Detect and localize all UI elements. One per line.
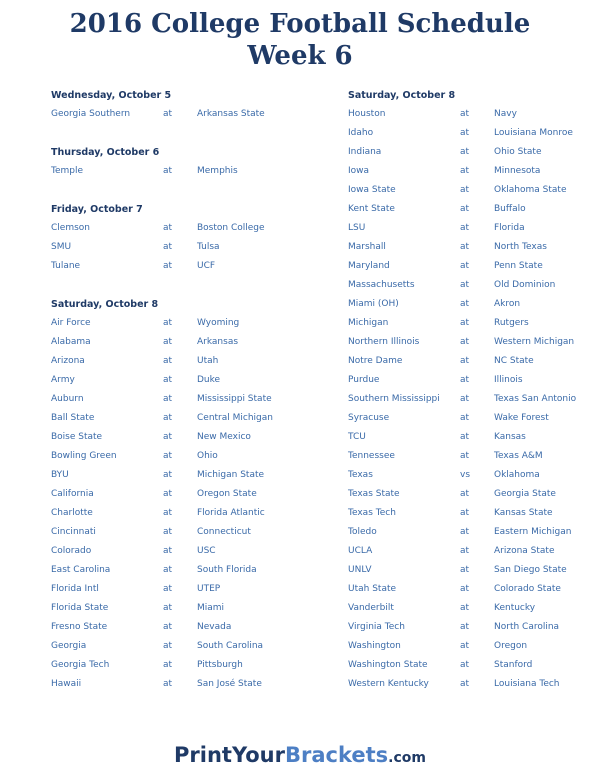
home-team: New Mexico: [197, 432, 251, 442]
game-row: [348, 219, 600, 238]
away-team: Iowa: [348, 166, 370, 176]
away-team: Texas: [348, 470, 373, 480]
game-row: [348, 257, 600, 276]
schedule-column-right: [348, 86, 600, 694]
away-team: Temple: [51, 166, 84, 176]
away-team: Auburn: [51, 394, 84, 404]
matchup-separator: at: [460, 546, 470, 556]
home-team: Louisiana Tech: [494, 679, 560, 689]
home-team: Memphis: [197, 166, 238, 176]
matchup-separator: at: [460, 432, 470, 442]
game-row: [348, 599, 600, 618]
away-team: Washington: [348, 641, 401, 651]
home-team: Wake Forest: [494, 413, 549, 423]
home-team: Kansas State: [494, 508, 553, 518]
home-team: Michigan State: [197, 470, 265, 480]
away-team: Florida Intl: [51, 584, 99, 594]
away-team: Kent State: [348, 204, 395, 214]
game-row: [348, 485, 600, 504]
away-team: Florida State: [51, 603, 109, 613]
section-spacer: [51, 124, 311, 143]
game-row: [51, 580, 311, 599]
matchup-separator: at: [460, 261, 470, 271]
away-team: Charlotte: [51, 508, 93, 518]
game-row: [348, 409, 600, 428]
matchup-separator: at: [460, 299, 470, 309]
schedule-column-left: [51, 86, 311, 694]
home-team: Connecticut: [197, 527, 251, 537]
game-row: [51, 333, 311, 352]
matchup-separator: at: [460, 451, 470, 461]
section-spacer: [51, 181, 311, 200]
matchup-separator: at: [460, 660, 470, 670]
away-team: East Carolina: [51, 565, 111, 575]
matchup-separator: at: [163, 489, 173, 499]
home-team: Minnesota: [494, 166, 541, 176]
matchup-separator: at: [163, 337, 173, 347]
logo-text-brackets: Brackets: [284, 743, 389, 767]
matchup-separator: at: [163, 679, 173, 689]
matchup-separator: at: [460, 204, 470, 214]
matchup-separator: at: [460, 603, 470, 613]
away-team: Georgia Southern: [51, 109, 131, 119]
away-team: Indiana: [348, 147, 382, 157]
matchup-separator: at: [163, 622, 173, 632]
home-team: Louisiana Monroe: [494, 128, 573, 138]
day-header: Saturday, October 8: [51, 299, 159, 310]
away-team: Michigan: [348, 318, 389, 328]
game-row: [51, 504, 311, 523]
away-team: Tulane: [51, 261, 81, 271]
away-team: Bowling Green: [51, 451, 117, 461]
game-row: [348, 447, 600, 466]
home-team: North Carolina: [494, 622, 560, 632]
home-team: Utah: [197, 356, 219, 366]
matchup-separator: at: [460, 565, 470, 575]
away-team: LSU: [348, 223, 366, 233]
day-header: Saturday, October 8: [348, 90, 456, 101]
matchup-separator: at: [460, 394, 470, 404]
away-team: Tennessee: [348, 451, 395, 461]
home-team: Central Michigan: [197, 413, 273, 423]
day-header: Wednesday, October 5: [51, 90, 172, 101]
game-row: [348, 333, 600, 352]
matchup-separator: at: [460, 223, 470, 233]
home-team: Georgia State: [494, 489, 556, 499]
away-team: Cincinnati: [51, 527, 96, 537]
home-team: Kansas: [494, 432, 526, 442]
game-row: [348, 143, 600, 162]
home-team: South Carolina: [197, 641, 264, 651]
matchup-separator: at: [460, 356, 470, 366]
away-team: Georgia: [51, 641, 87, 651]
game-row: [51, 352, 311, 371]
game-row: [51, 466, 311, 485]
matchup-separator: at: [460, 375, 470, 385]
game-row: [51, 409, 311, 428]
game-row: [348, 466, 600, 485]
away-team: Colorado: [51, 546, 92, 556]
game-row: [51, 599, 311, 618]
home-team: Tulsa: [197, 242, 220, 252]
matchup-separator: at: [460, 622, 470, 632]
away-team: Marshall: [348, 242, 386, 252]
home-team: Colorado State: [494, 584, 561, 594]
away-team: Western Kentucky: [348, 679, 429, 689]
away-team: Purdue: [348, 375, 380, 385]
home-team: Buffalo: [494, 204, 526, 214]
game-row: [348, 656, 600, 675]
game-row: [348, 352, 600, 371]
logo-text-print-your: PrintYour: [174, 743, 285, 767]
matchup-separator: at: [163, 584, 173, 594]
game-row: [51, 656, 311, 675]
away-team: TCU: [348, 432, 366, 442]
matchup-separator: at: [460, 489, 470, 499]
matchup-separator: at: [163, 375, 173, 385]
matchup-separator: at: [163, 109, 173, 119]
matchup-separator: at: [460, 679, 470, 689]
away-team: Toledo: [348, 527, 377, 537]
game-row: [348, 390, 600, 409]
home-team: Pittsburgh: [197, 660, 243, 670]
matchup-separator: at: [163, 166, 173, 176]
away-team: Miami (OH): [348, 299, 399, 309]
matchup-separator: at: [163, 527, 173, 537]
matchup-separator: at: [460, 337, 470, 347]
game-row: [51, 485, 311, 504]
matchup-separator: at: [163, 413, 173, 423]
away-team: UNLV: [348, 565, 372, 575]
away-team: Arizona: [51, 356, 85, 366]
home-team: Arkansas State: [197, 109, 265, 119]
matchup-separator: at: [460, 584, 470, 594]
home-team: Old Dominion: [494, 280, 556, 290]
matchup-separator: at: [460, 318, 470, 328]
game-row: [348, 561, 600, 580]
home-team: Texas San Antonio: [494, 394, 577, 404]
away-team: Army: [51, 375, 75, 385]
home-team: Oregon: [494, 641, 528, 651]
home-team: San José State: [197, 679, 262, 689]
home-team: Arkansas: [197, 337, 239, 347]
game-row: [51, 637, 311, 656]
game-row: [51, 105, 311, 124]
game-row: [348, 181, 600, 200]
home-team: Stanford: [494, 660, 533, 670]
away-team: Fresno State: [51, 622, 108, 632]
matchup-separator: at: [163, 603, 173, 613]
home-team: Florida Atlantic: [197, 508, 265, 518]
game-row: [348, 124, 600, 143]
matchup-separator: at: [163, 641, 173, 651]
home-team: North Texas: [494, 242, 547, 252]
matchup-separator: at: [163, 318, 173, 328]
home-team: San Diego State: [494, 565, 567, 575]
away-team: Syracuse: [348, 413, 390, 423]
home-team: Ohio State: [494, 147, 542, 157]
page-title: 2016 College Football Schedule: [69, 9, 531, 39]
game-row: [51, 257, 311, 276]
away-team: California: [51, 489, 94, 499]
matchup-separator: at: [163, 261, 173, 271]
game-row: [348, 105, 600, 124]
matchup-separator: vs: [460, 470, 471, 480]
game-row: [348, 637, 600, 656]
home-team: Oklahoma: [494, 470, 540, 480]
game-row: [51, 447, 311, 466]
game-row: [51, 618, 311, 637]
game-row: [348, 618, 600, 637]
matchup-separator: at: [460, 508, 470, 518]
away-team: Washington State: [348, 660, 428, 670]
matchup-separator: at: [460, 242, 470, 252]
away-team: BYU: [51, 470, 69, 480]
game-row: [51, 561, 311, 580]
matchup-separator: at: [460, 527, 470, 537]
matchup-separator: at: [163, 660, 173, 670]
away-team: Iowa State: [348, 185, 396, 195]
home-team: Nevada: [197, 622, 232, 632]
game-row: [348, 580, 600, 599]
away-team: Vanderbilt: [348, 603, 394, 613]
home-team: UTEP: [197, 584, 221, 594]
game-row: [51, 162, 311, 181]
matchup-separator: at: [460, 147, 470, 157]
matchup-separator: at: [163, 508, 173, 518]
away-team: Northern Illinois: [348, 337, 420, 347]
matchup-separator: at: [163, 451, 173, 461]
game-row: [51, 542, 311, 561]
away-team: SMU: [51, 242, 72, 252]
home-team: Miami: [197, 603, 225, 613]
away-team: Ball State: [51, 413, 95, 423]
game-row: [51, 238, 311, 257]
away-team: Air Force: [51, 318, 91, 328]
home-team: Western Michigan: [494, 337, 575, 347]
game-row: [51, 390, 311, 409]
matchup-separator: at: [163, 242, 173, 252]
game-row: [348, 371, 600, 390]
day-header: Friday, October 7: [51, 204, 143, 215]
away-team: Virginia Tech: [348, 622, 405, 632]
matchup-separator: at: [460, 641, 470, 651]
away-team: Southern Mississippi: [348, 394, 440, 404]
home-team: NC State: [494, 356, 534, 366]
game-row: [51, 428, 311, 447]
home-team: Navy: [494, 109, 517, 119]
game-row: [51, 523, 311, 542]
home-team: USC: [197, 546, 216, 556]
away-team: Maryland: [348, 261, 390, 271]
game-row: [348, 542, 600, 561]
away-team: Texas Tech: [348, 508, 396, 518]
away-team: Houston: [348, 109, 386, 119]
home-team: Texas A&M: [494, 451, 543, 461]
game-row: [348, 162, 600, 181]
matchup-separator: at: [163, 546, 173, 556]
game-row: [51, 314, 311, 333]
page-subtitle-week: Week 6: [247, 41, 353, 71]
home-team: Oklahoma State: [494, 185, 567, 195]
home-team: Ohio: [197, 451, 218, 461]
home-team: UCF: [197, 261, 216, 271]
game-row: [348, 276, 600, 295]
home-team: Boston College: [197, 223, 265, 233]
home-team: Florida: [494, 223, 525, 233]
section-spacer: [51, 276, 311, 295]
home-team: Illinois: [494, 375, 523, 385]
home-team: South Florida: [197, 565, 257, 575]
home-team: Arizona State: [494, 546, 555, 556]
away-team: Notre Dame: [348, 356, 403, 366]
away-team: Hawaii: [51, 679, 82, 689]
game-row: [348, 200, 600, 219]
matchup-separator: at: [460, 128, 470, 138]
day-header: Thursday, October 6: [51, 147, 160, 158]
game-row: [348, 428, 600, 447]
matchup-separator: at: [163, 432, 173, 442]
away-team: Alabama: [51, 337, 91, 347]
game-row: [348, 504, 600, 523]
home-team: Penn State: [494, 261, 543, 271]
matchup-separator: at: [163, 470, 173, 480]
away-team: Idaho: [348, 128, 374, 138]
game-row: [51, 371, 311, 390]
home-team: Oregon State: [197, 489, 257, 499]
matchup-separator: at: [163, 394, 173, 404]
away-team: Georgia Tech: [51, 660, 110, 670]
game-row: [51, 675, 311, 694]
away-team: Texas State: [348, 489, 400, 499]
game-row: [348, 314, 600, 333]
home-team: Rutgers: [494, 318, 529, 328]
home-team: Kentucky: [494, 603, 536, 613]
game-row: [51, 219, 311, 238]
away-team: UCLA: [348, 546, 373, 556]
matchup-separator: at: [460, 166, 470, 176]
away-team: Utah State: [348, 584, 397, 594]
home-team: Eastern Michigan: [494, 527, 572, 537]
away-team: Massachusetts: [348, 280, 415, 290]
away-team: Boise State: [51, 432, 103, 442]
footer-logo: [0, 743, 600, 767]
game-row: [348, 295, 600, 314]
matchup-separator: at: [163, 223, 173, 233]
home-team: Mississippi State: [197, 394, 272, 404]
away-team: Clemson: [51, 223, 90, 233]
home-team: Wyoming: [197, 318, 240, 328]
matchup-separator: at: [460, 280, 470, 290]
matchup-separator: at: [460, 185, 470, 195]
home-team: Akron: [494, 299, 521, 309]
matchup-separator: at: [460, 109, 470, 119]
matchup-separator: at: [460, 413, 470, 423]
matchup-separator: at: [163, 565, 173, 575]
logo-text-domain: .com: [388, 750, 426, 766]
matchup-separator: at: [163, 356, 173, 366]
game-row: [348, 675, 600, 694]
game-row: [348, 523, 600, 542]
game-row: [348, 238, 600, 257]
home-team: Duke: [197, 375, 221, 385]
